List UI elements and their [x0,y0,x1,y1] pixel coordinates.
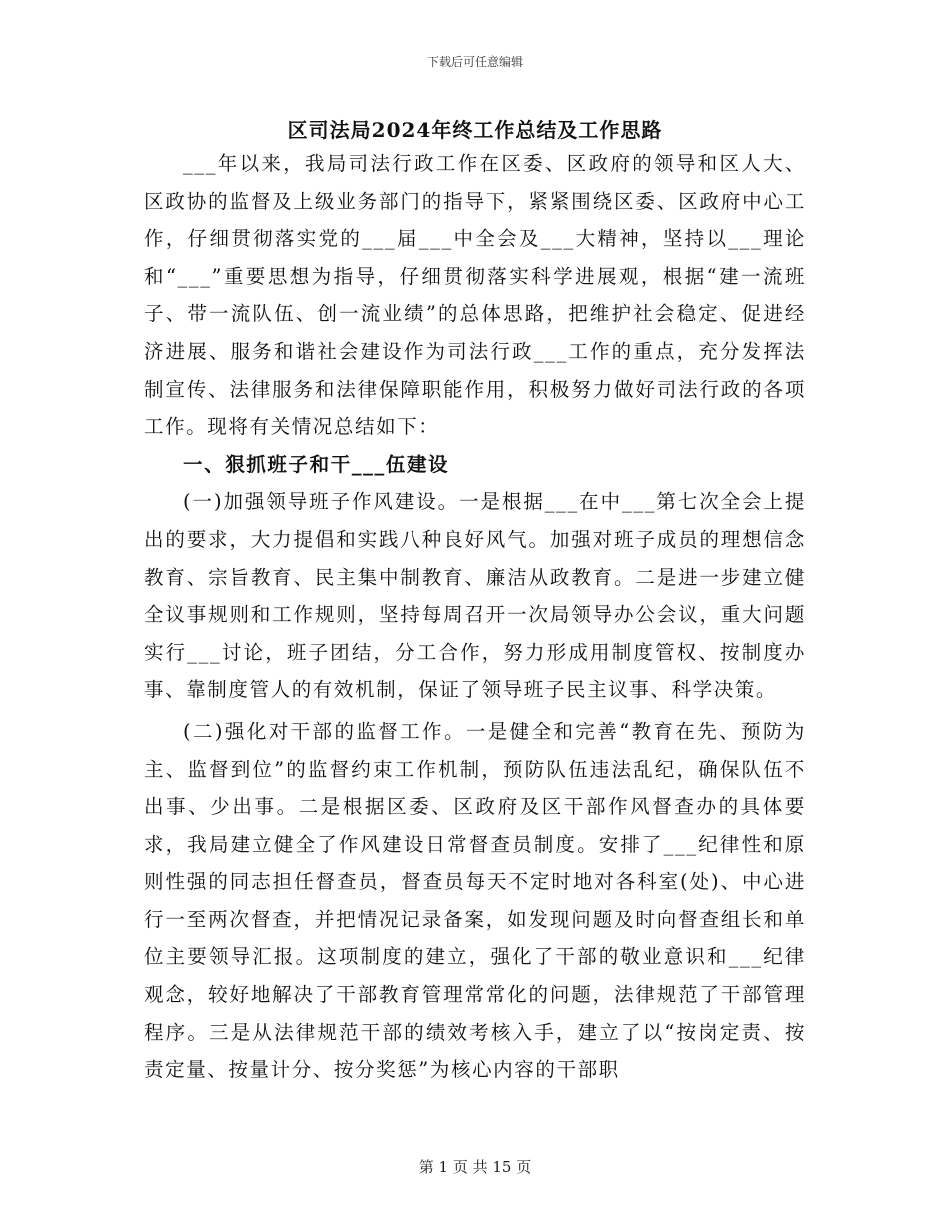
page-number: 第 1 页 共 15 页 [418,1158,532,1176]
intro-paragraph: ___年以来，我局司法行政工作在区委、区政府的领导和区人大、区政协的监督及上级业务部门的指导下，紧紧围绕区委、区政府中心工作，仔细贯彻落实党的___届___中全会及___大精神，坚持以___理论和“___”重要思想为指导，仔细贯彻落实科学进展观，根据“建一流班子、带一流队伍、创一流业绩”的总体思路，把维护社会稳定、促进经济进展、服务和谐社会建设作为司法行政___工作的重点，充分发挥法制宣传、法律服务和法律保障职能作用，积极努力做好司法行政的各项工作。现将有关情况总结如下： [144,152,806,439]
header-note: 下载后可任意编辑 [426,55,523,69]
section-heading: 一、狠抓班子和干___伍建设 [183,452,450,476]
document-title: 区司法局2024年终工作总结及工作思路 [287,118,663,142]
document-body [144,145,806,1089]
body-paragraph: (二)强化对干部的监督工作。一是健全和完善“教育在先、预防为主、监督到位”的监督约束工作机制，预防队伍违法乱纪，确保队伍不出事、少出事。二是根据区委、区政府及区干部作风督查办的具体要求，我局建立健全了作风建设日常督查员制度。安排了___纪律性和原则性强的同志担任督查员，督查员每天不定时地对各科室(处)、中心进行一至两次督查，并把情况记录备案，如发现问题及时向督查组长和单位主要领导汇报。这项制度的建立，强化了干部的敬业意识和___纪律观念，较好地解决了干部教育管理常常化的问题，法律规范了干部管理程序。三是从法律规范干部的绩效考核入手，建立了以“按岗定责、按责定量、按量计分、按分奖惩”为核心内容的干部职 [144,719,806,1082]
body-paragraph: (一)加强领导班子作风建设。一是根据___在中___第七次全会上提出的要求，大力提倡和实践八种良好风气。加强对班子成员的理想信念教育、宗旨教育、民主集中制教育、廉洁从政教育。二是进一步建立健全议事规则和工作规则，坚持每周召开一次局领导办公会议，重大问题实行___讨论，班子团结，分工合作，努力形成用制度管权、按制度办事、靠制度管人的有效机制，保证了领导班子民主议事、科学决策。 [144,490,806,702]
